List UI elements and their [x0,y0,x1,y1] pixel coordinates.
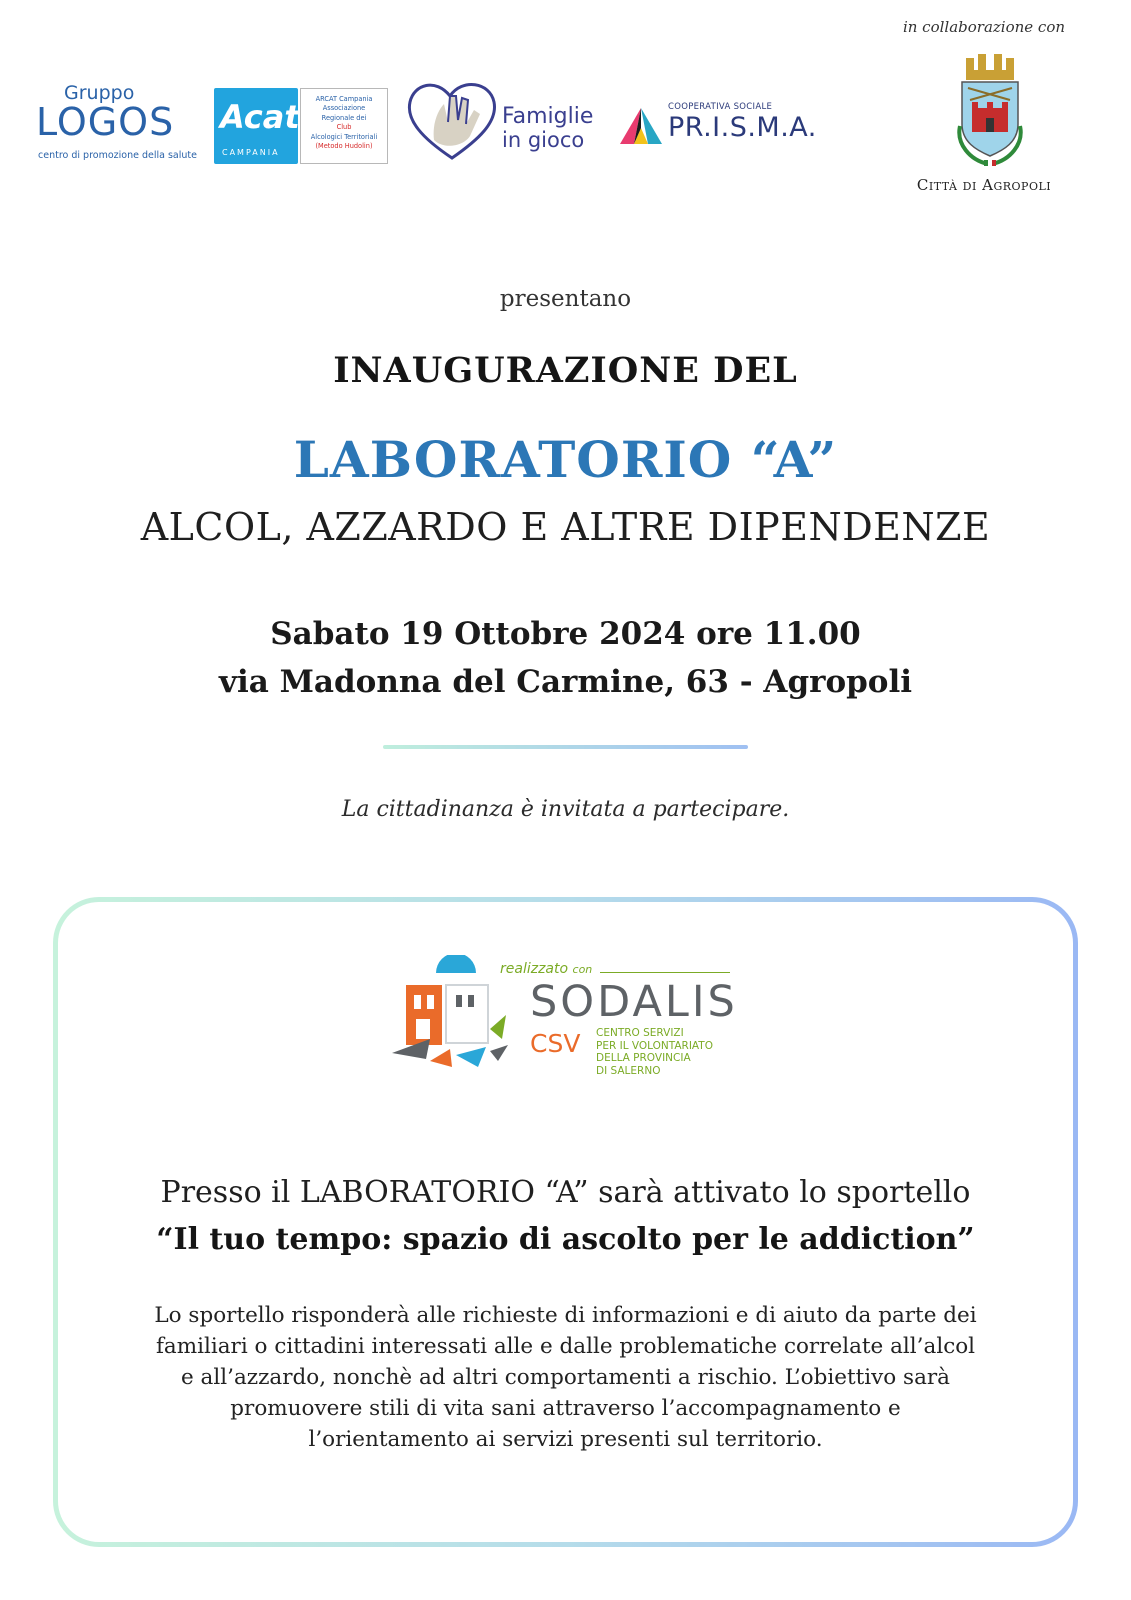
event-subtitle: ALCOL, AZZARDO E ALTRE DIPENDENZE [140,505,991,549]
logos-tagline: centro di promozione della salute [38,150,197,161]
famiglie-text: Famiglie [502,104,594,129]
acat-line: ARCAT Campania [315,95,373,103]
logos-wordmark: LOGOS [36,100,175,144]
acat-campania-label: CAMPANIA [222,148,280,157]
logo-gruppo-logos [36,80,197,166]
sodalis-wordmark: SODALIS [530,977,738,1027]
acat-mark: Acat [220,98,300,136]
logo-prisma [620,100,817,160]
event-date: Sabato 19 Ottobre 2024 ore 11.00 [270,616,861,652]
logos-gruppo-text: Gruppo [64,82,135,104]
heart-hand-icon [404,74,500,164]
sportello-intro: Presso il LABORATORIO “A” sarà attivato lo sportello [160,1175,971,1210]
acat-line: Regionale dei [321,113,367,122]
laboratorio-name: LABORATORIO “A” [293,430,838,489]
acat-club: Club [336,123,352,132]
prisma-triangle-icon [620,108,662,144]
acat-description [301,95,387,151]
csv-description [596,1027,713,1077]
invitation-text: La cittadinanza è invitata a partecipare. [341,797,790,822]
sportello-name: “Il tuo tempo: spazio di ascolto per le addiction” [156,1222,975,1257]
event-title: INAUGURAZIONE DEL [333,350,798,391]
csv-desc-line: DI SALERNO [596,1064,661,1077]
realizzato-con-text [500,961,592,977]
con-word: con [572,963,593,976]
csv-desc-line: PER IL VOLONTARIATO [596,1039,713,1052]
prisma-subtitle: COOPERATIVA SOCIALE [668,102,773,112]
presentano-text: presentano [499,286,632,312]
realizzato-word: realizzato [500,961,569,977]
prisma-wordmark: PR.I.S.M.A. [668,112,817,143]
logo-famiglie-in-gioco [404,74,604,164]
logo-acat-campania [214,88,388,164]
citta-di-agropoli-label: Città di Agropoli [916,176,1052,194]
acat-line: Alcologici Territoriali [310,132,378,141]
acat-description-box [300,88,388,164]
acat-line: Associazione [322,104,366,113]
event-address: via Madonna del Carmine, 63 - Agropoli [218,664,913,700]
acat-method: (Metodo Hudolin) [315,142,373,151]
logo-sodalis-csv [390,955,750,1085]
sodalis-accent-line [600,972,730,973]
divider-line [383,745,748,749]
csv-wordmark: CSV [530,1029,581,1058]
collaboration-label: in collaborazione con [902,18,1066,36]
in-gioco-text: in gioco [502,128,585,152]
sportello-description: Lo sportello risponderà alle richieste di informazioni e di aiuto da parte dei familiari o cittadini interessati alle e dalle problematiche correlate all’alcol e all’azzardo, nonchè ad altri comportamenti a rischio. L’obiettivo sarà promuovere stili di vita sani attraverso l’accompagnamento e l’orientamento ai servizi presenti sul territorio. [154,1303,977,1452]
csv-desc-line: CENTRO SERVIZI [596,1027,684,1039]
csv-desc-line: DELLA PROVINCIA [596,1052,691,1064]
city-crest-icon [950,52,1030,168]
